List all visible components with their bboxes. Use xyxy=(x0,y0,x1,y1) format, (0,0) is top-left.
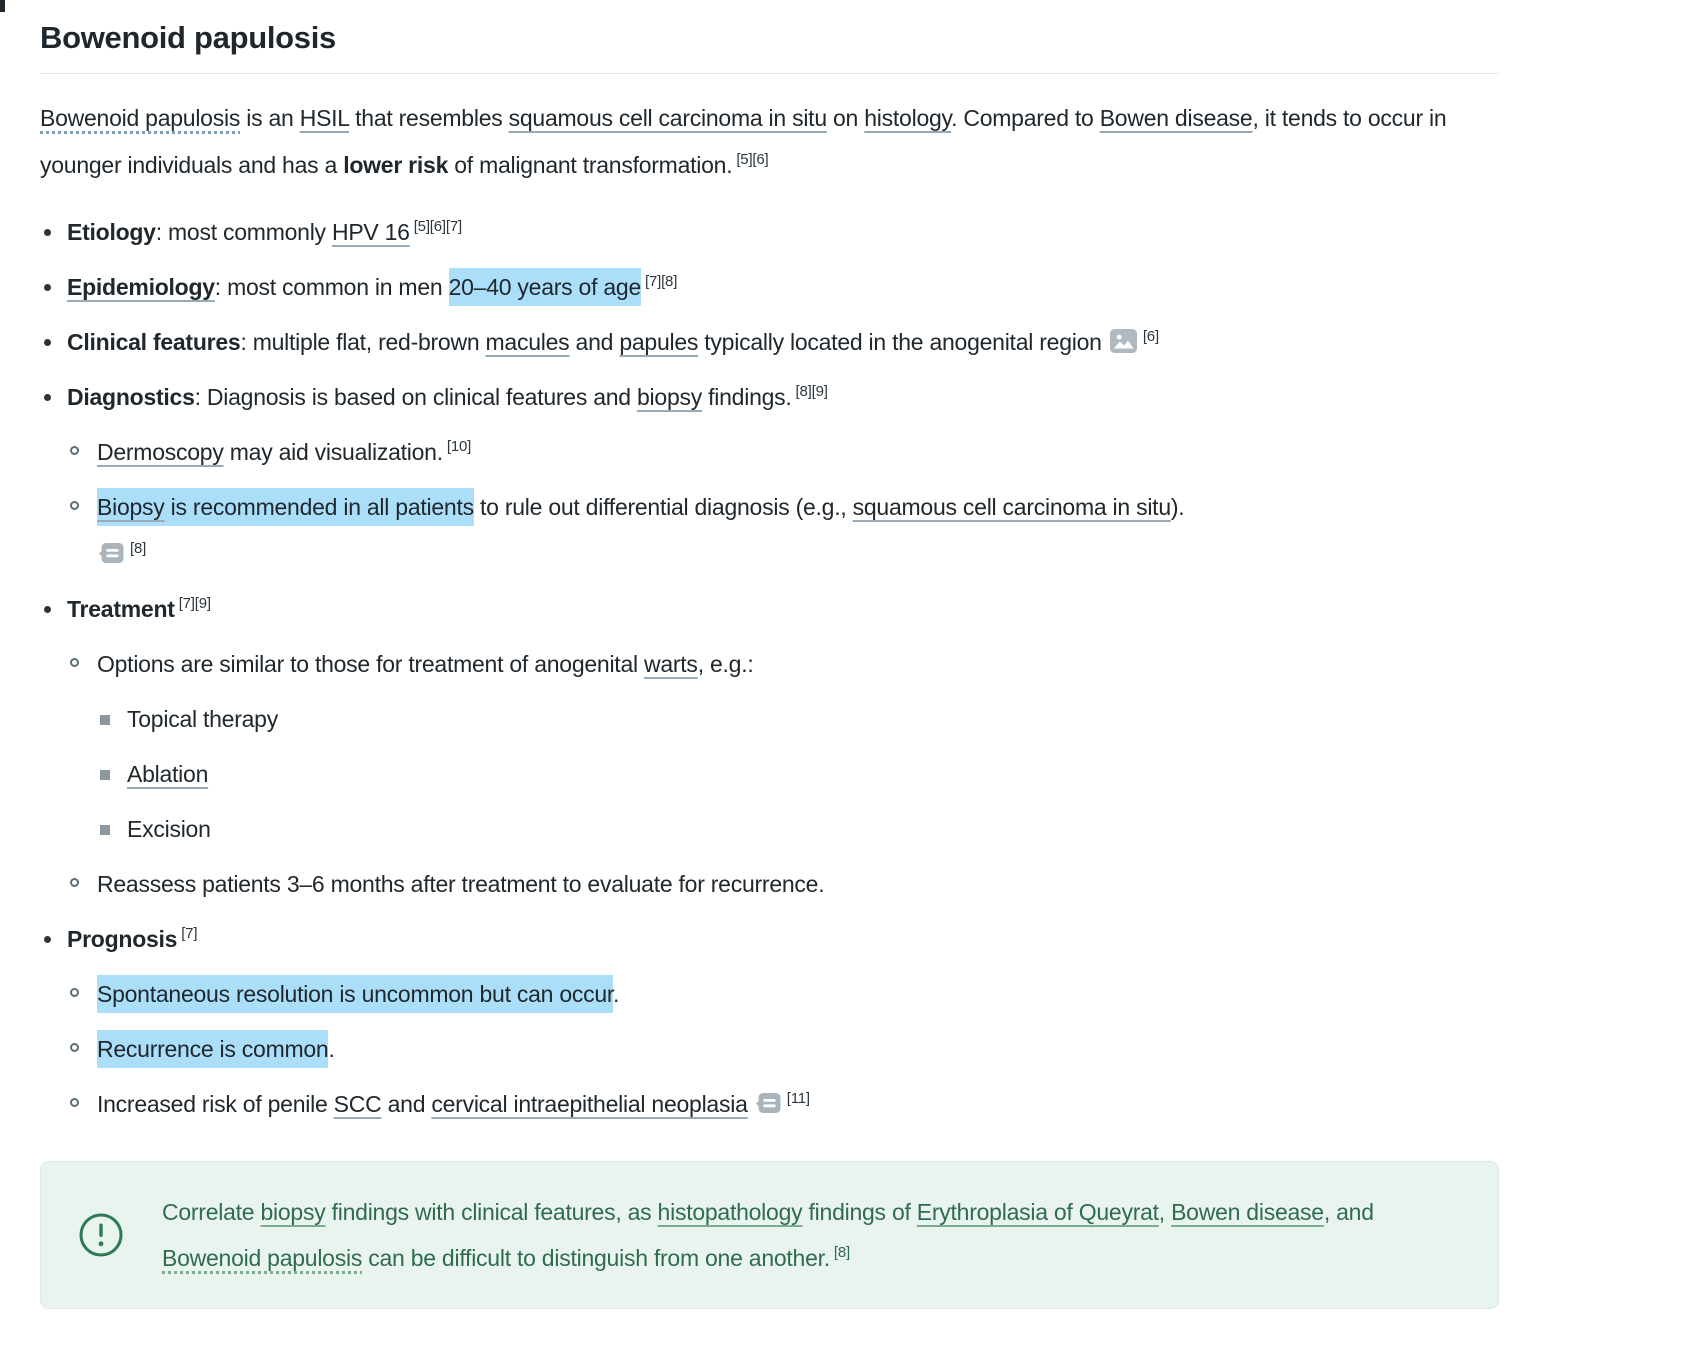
link[interactable]: SCC xyxy=(333,1091,382,1117)
exclamation-circle-icon xyxy=(77,1211,125,1259)
bold-text: Diagnostics xyxy=(67,384,195,410)
link[interactable]: HPV 16 xyxy=(331,219,410,245)
disc-bullet-marker xyxy=(44,936,51,943)
square-bullet-marker xyxy=(100,715,110,725)
citation-ref[interactable]: [11] xyxy=(786,1090,810,1107)
text: : multiple flat, red-brown xyxy=(240,329,486,355)
callout-text xyxy=(162,1189,1458,1281)
circle-bullet-marker xyxy=(70,446,79,455)
disc-bullet-marker xyxy=(44,606,51,613)
bold-text: Clinical features xyxy=(67,329,241,355)
list-item xyxy=(40,1026,1499,1073)
highlighted-text: Spontaneous resolution is uncommon but can occur xyxy=(97,975,613,1013)
text: on xyxy=(826,105,865,131)
text xyxy=(748,1091,754,1117)
bold-text: Treatment xyxy=(67,596,175,622)
bold-text: lower risk xyxy=(343,152,449,178)
link[interactable]: Dermoscopy xyxy=(97,439,224,465)
link[interactable]: Bowen disease xyxy=(1099,105,1253,131)
text: , it tends to occur in younger individuals and has a xyxy=(40,105,1447,178)
text: : Diagnosis is based on clinical features and xyxy=(194,384,637,410)
text: ). xyxy=(1170,494,1185,520)
list-item xyxy=(40,641,1499,688)
text: findings of xyxy=(802,1199,917,1225)
link[interactable]: Epidemiology xyxy=(67,274,215,300)
article-body xyxy=(40,95,1499,1128)
text: : most common in men xyxy=(214,274,449,300)
list-item xyxy=(40,971,1499,1018)
text: . Compared to xyxy=(951,105,1100,131)
callout-box xyxy=(40,1161,1499,1309)
text: , xyxy=(1158,1199,1172,1225)
disc-bullet-marker xyxy=(44,229,51,236)
text: Options are similar to those for treatment of anogenital xyxy=(97,651,644,677)
text: Increased risk of penile xyxy=(97,1091,334,1117)
text: that resembles xyxy=(349,105,509,131)
circle-bullet-marker xyxy=(70,878,79,887)
link[interactable]: Ablation xyxy=(127,761,209,787)
text: Topical therapy xyxy=(127,706,278,732)
list-item xyxy=(40,916,1499,963)
highlighted-link[interactable]: Biopsy xyxy=(97,488,165,526)
picture-icon[interactable] xyxy=(1109,328,1138,354)
list-item xyxy=(40,209,1499,256)
list-item xyxy=(40,484,1499,578)
list-item xyxy=(40,696,1499,743)
tooltip-term[interactable]: Bowenoid papulosis xyxy=(40,105,241,131)
list-item xyxy=(40,1081,1499,1128)
list-item xyxy=(40,861,1499,908)
text: findings with clinical features, as xyxy=(325,1199,658,1225)
text: . xyxy=(613,981,620,1007)
citation-ref[interactable]: [7][8] xyxy=(645,273,678,290)
note-icon[interactable] xyxy=(98,541,125,566)
list-item xyxy=(40,374,1499,421)
list-item xyxy=(40,586,1499,633)
text: , e.g.: xyxy=(697,651,754,677)
text: Excision xyxy=(127,816,211,842)
screen-edge-artifact xyxy=(0,0,5,12)
text: and xyxy=(569,329,620,355)
list-item xyxy=(40,751,1499,798)
citation-ref[interactable]: [7] xyxy=(181,925,198,942)
text: Reassess patients 3–6 months after treatment to evaluate for recurrence. xyxy=(97,871,825,897)
text: may aid visualization. xyxy=(223,439,443,465)
circle-bullet-marker xyxy=(70,988,79,997)
citation-ref[interactable]: [10] xyxy=(446,438,472,455)
highlighted-text: is recommended in all patients xyxy=(165,488,474,526)
highlighted-text: 20–40 years of age xyxy=(449,268,641,306)
text: typically located in the anogenital region xyxy=(698,329,1108,355)
circle-bullet-marker xyxy=(70,658,79,667)
link[interactable]: biopsy xyxy=(637,384,702,410)
circle-bullet-marker xyxy=(70,501,79,510)
square-bullet-marker xyxy=(100,770,110,780)
bold-text: Etiology xyxy=(67,219,156,245)
link[interactable]: histology xyxy=(864,105,952,131)
citation-ref[interactable]: [5][6] xyxy=(736,151,769,168)
link[interactable]: Bowen disease xyxy=(1171,1199,1324,1225)
link[interactable]: warts xyxy=(643,651,698,677)
citation-ref[interactable]: [6] xyxy=(1142,328,1159,345)
circle-bullet-marker xyxy=(70,1043,79,1052)
text: . xyxy=(328,1036,335,1062)
link[interactable]: squamous cell carcinoma in situ xyxy=(508,105,827,131)
list-item xyxy=(40,429,1499,476)
text: findings. xyxy=(701,384,792,410)
disc-bullet-marker xyxy=(44,394,51,401)
link[interactable]: cervical intraepithelial neoplasia xyxy=(431,1091,748,1117)
link[interactable]: HSIL xyxy=(299,105,349,131)
square-bullet-marker xyxy=(100,825,110,835)
link[interactable]: biopsy xyxy=(260,1199,326,1225)
citation-ref[interactable]: [8] xyxy=(130,540,147,557)
note-icon[interactable] xyxy=(755,1091,782,1116)
bold-text: Prognosis xyxy=(67,926,178,952)
list-item xyxy=(40,806,1499,853)
text: to rule out differential diagnosis (e.g., xyxy=(473,494,853,520)
tooltip-term[interactable]: Bowenoid papulosis xyxy=(162,1245,363,1271)
text: Correlate xyxy=(162,1199,261,1225)
text: , and xyxy=(1323,1199,1374,1225)
text: : most commonly xyxy=(155,219,332,245)
citation-ref[interactable]: [8] xyxy=(833,1244,850,1261)
disc-bullet-marker xyxy=(44,339,51,346)
circle-bullet-marker xyxy=(70,1098,79,1107)
text: is an xyxy=(240,105,300,131)
list-item xyxy=(40,264,1499,311)
intro-paragraph xyxy=(40,95,1499,189)
link[interactable]: papules xyxy=(619,329,699,355)
text: of malignant transformation. xyxy=(448,152,733,178)
page-title: Bowenoid papulosis xyxy=(40,20,337,55)
link[interactable]: histopathology xyxy=(657,1199,803,1225)
link[interactable]: squamous cell carcinoma in situ xyxy=(852,494,1171,520)
citation-ref[interactable]: [5][6][7] xyxy=(413,218,462,235)
citation-ref[interactable]: [8][9] xyxy=(795,383,828,400)
citation-ref[interactable]: [7][9] xyxy=(178,595,211,612)
disc-bullet-marker xyxy=(44,284,51,291)
text: and xyxy=(381,1091,432,1117)
highlighted-text: Recurrence is common xyxy=(97,1030,328,1068)
link[interactable]: macules xyxy=(485,329,570,355)
title-divider xyxy=(40,73,1499,74)
list-item xyxy=(40,319,1499,366)
text: can be difficult to distinguish from one another. xyxy=(362,1245,830,1271)
link[interactable]: Erythroplasia of Queyrat xyxy=(916,1199,1159,1225)
